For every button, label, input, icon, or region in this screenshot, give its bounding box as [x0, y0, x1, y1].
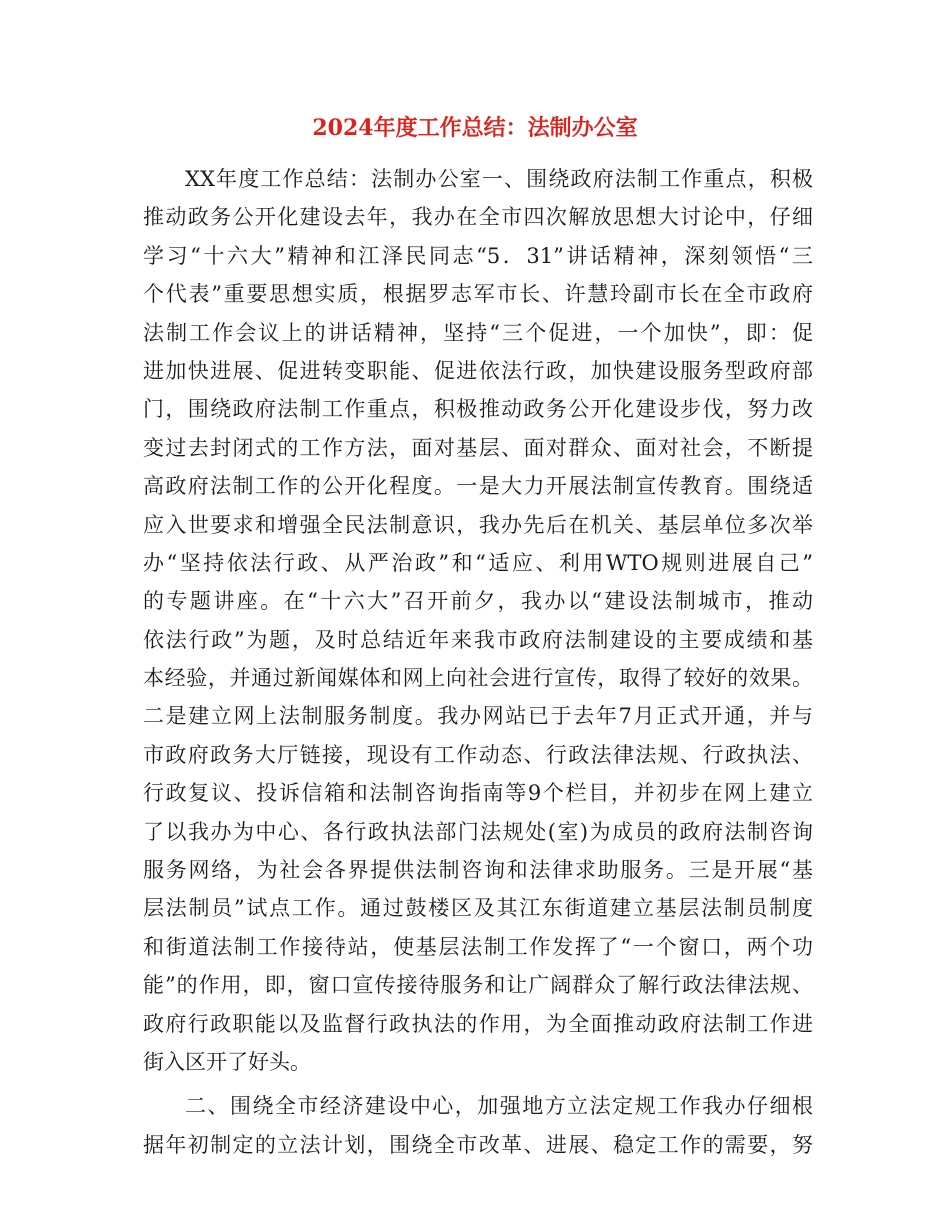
text-line: 个代表”重要思想实质，根据罗志军市长、许慧玲副市长在全市政府	[143, 282, 813, 307]
text-line: 政府行政职能以及监督行政执法的作用，为全面推动政府法制工作进	[143, 1011, 813, 1036]
text-line: 据年初制定的立法计划，围绕全市改革、进展、稳定工作的需要，努	[143, 1132, 813, 1157]
text-line: XX年度工作总结：法制办公室一、围绕政府法制工作重点，积极	[185, 167, 813, 191]
document-title: 2024年度工作总结：法制办公室	[312, 115, 638, 141]
text-line: 学习“十六大”精神和江泽民同志“5．31”讲话精神，深刻领悟“三	[143, 243, 813, 268]
text-line: 行政复议、投诉信箱和法制咨询指南等9个栏目，并初步在网上建立	[143, 781, 813, 806]
text-line: 能”的作用，即，窗口宣传接待服务和让广阔群众了解行政法律法规、	[143, 973, 813, 998]
text-line: 推动政务公开化建设去年，我办在全市四次解放思想大讨论中，仔细	[143, 205, 813, 230]
text-line: 层法制员”试点工作。通过鼓楼区及其江东街道建立基层法制员制度	[143, 896, 813, 921]
text-line: 的专题讲座。在“十六大”召开前夕，我办以“建设法制城市，推动	[143, 589, 813, 614]
text-line: 和街道法制工作接待站，使基层法制工作发挥了“一个窗口，两个功	[143, 934, 813, 959]
text-line: 变过去封闭式的工作方法，面对基层、面对群众、面对社会，不断提	[143, 435, 813, 460]
document-body	[143, 160, 813, 1164]
text-line: 服务网络，为社会各界提供法制咨询和法律求助服务。三是开展“基	[143, 858, 813, 883]
paragraph-2	[143, 1087, 813, 1164]
text-line: 街入区开了好头。	[143, 1049, 311, 1074]
text-line: 高政府法制工作的公开化程度。一是大力开展法制宣传教育。围绕适	[143, 474, 813, 499]
text-line: 二、围绕全市经济建设中心，加强地方立法定规工作我办仔细根	[185, 1094, 813, 1119]
text-line: 市政府政务大厅链接，现设有工作动态、行政法律法规、行政执法、	[143, 742, 813, 767]
text-line: 进加快进展、促进转变职能、促进依法行政，加快建设服务型政府部	[143, 358, 813, 383]
text-line: 了以我办为中心、各行政执法部门法规处(室)为成员的政府法制咨询	[143, 819, 813, 844]
text-line: 本经验，并通过新闻媒体和网上向社会进行宣传，取得了较好的效果。	[143, 666, 813, 691]
text-line: 应入世要求和增强全民法制意识，我办先后在机关、基层单位多次举	[143, 512, 813, 537]
paragraph-1	[143, 160, 813, 1081]
text-line: 办“坚持依法行政、从严治政”和“适应、利用WTO规则进展自己”	[143, 550, 813, 575]
text-line: 法制工作会议上的讲话精神，坚持“三个促进，一个加快”，即：促	[143, 320, 813, 345]
text-line: 门，围绕政府法制工作重点，积极推动政务公开化建设步伐，努力改	[143, 397, 813, 422]
text-line: 依法行政”为题，及时总结近年来我市政府法制建设的主要成绩和基	[143, 627, 813, 652]
text-line: 二是建立网上法制服务制度。我办网站已于去年7月正式开通，并与	[143, 704, 813, 729]
